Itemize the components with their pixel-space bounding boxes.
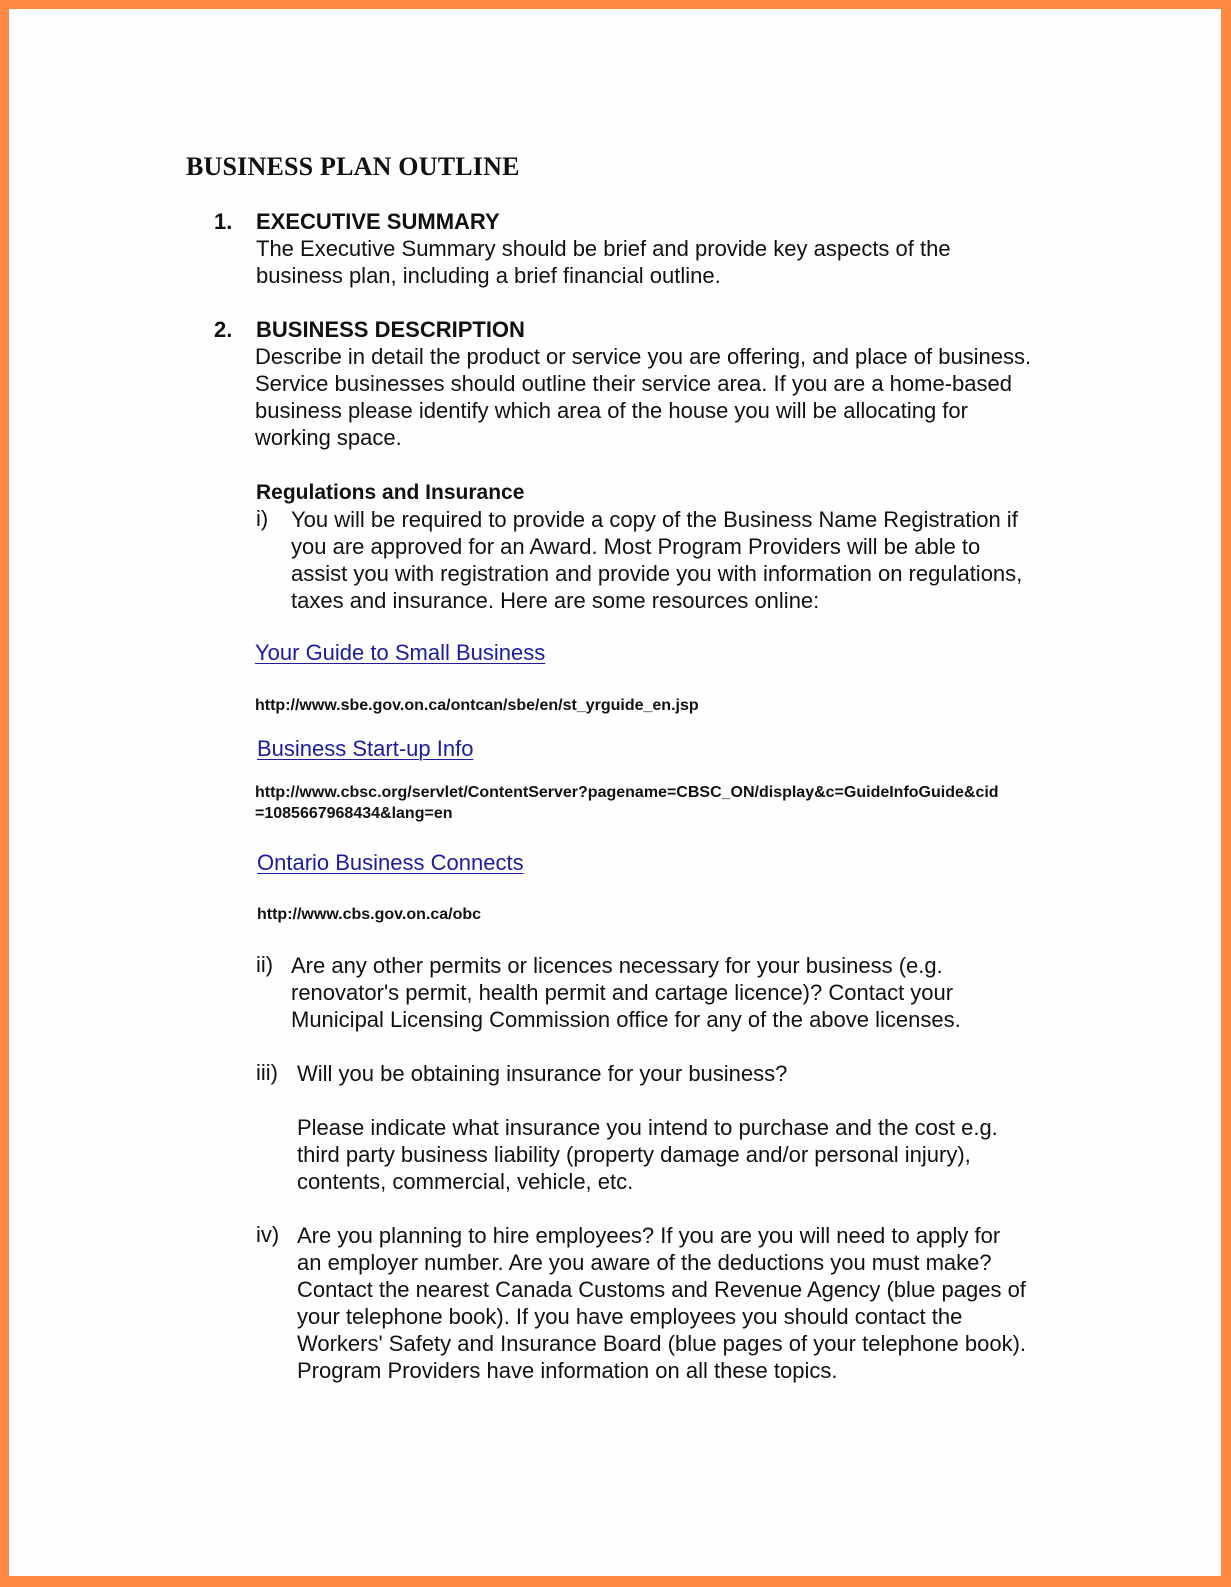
- document-title: BUSINESS PLAN OUTLINE: [186, 152, 520, 181]
- section-1-number: 1.: [214, 209, 233, 234]
- text-line: assist you with registration and provide you with information on regulations,: [291, 561, 1023, 586]
- text-line: Are any other permits or licences necessary for your business (e.g.: [291, 953, 943, 978]
- text-line: Describe in detail the product or service you are offering, and place of business.: [255, 344, 1032, 369]
- item-i-body: [291, 506, 1022, 614]
- text-line: business please identify which area of the house you will be allocating for: [255, 398, 968, 423]
- item-ii-marker: ii): [256, 952, 274, 977]
- document-page: [9, 9, 1221, 1576]
- url-text: http://www.cbs.gov.on.ca/obc: [257, 906, 482, 923]
- text-line: you are approved for an Award. Most Program Providers will be able to: [291, 534, 981, 559]
- link-business-start-up-info[interactable]: Business Start-up Info: [257, 736, 474, 761]
- regulations-heading: Regulations and Insurance: [256, 481, 525, 504]
- section-2-body: [255, 343, 1031, 451]
- url-text: [255, 782, 999, 824]
- url-line: http://www.cbsc.org/servlet/ContentServer?pagename=CBSC_ON/display&c=GuideInfoGuide&cid: [255, 784, 999, 801]
- text-line: an employer number. Are you aware of the deductions you must make?: [297, 1250, 992, 1275]
- item-iii-detail: [297, 1114, 998, 1195]
- text-line: The Executive Summary should be brief and provide key aspects of the: [256, 236, 951, 261]
- url-text: http://www.sbe.gov.on.ca/ontcan/sbe/en/st_yrguide_en.jsp: [255, 697, 699, 714]
- text-line: Are you planning to hire employees? If you are you will need to apply for: [297, 1223, 1001, 1248]
- text-line: taxes and insurance. Here are some resources online:: [291, 588, 820, 613]
- text-line: third party business liability (property damage and/or personal injury),: [297, 1142, 971, 1167]
- text-line: Contact the nearest Canada Customs and Revenue Agency (blue pages of: [297, 1277, 1026, 1302]
- item-iii-marker: iii): [256, 1060, 278, 1085]
- item-ii-body: [291, 952, 961, 1033]
- section-2-heading: BUSINESS DESCRIPTION: [256, 317, 525, 342]
- url-line: =1085667968434&lang=en: [255, 805, 453, 822]
- text-line: renovator's permit, health permit and cartage licence)? Contact your: [291, 980, 954, 1005]
- text-line: You will be required to provide a copy of the Business Name Registration if: [291, 507, 1018, 532]
- text-line: Please indicate what insurance you intend to purchase and the cost e.g.: [297, 1115, 998, 1140]
- text-line: your telephone book). If you have employees you should contact the: [297, 1304, 963, 1329]
- item-iv-marker: iv): [256, 1222, 280, 1247]
- section-1-heading: EXECUTIVE SUMMARY: [256, 209, 500, 234]
- text-line: Program Providers have information on all these topics.: [297, 1358, 838, 1383]
- text-line: Municipal Licensing Commission office for any of the above licenses.: [291, 1007, 961, 1032]
- section-2-number: 2.: [214, 317, 233, 342]
- text-line: contents, commercial, vehicle, etc.: [297, 1169, 634, 1194]
- item-iii-body: [297, 1060, 787, 1087]
- item-iv-body: [297, 1222, 1026, 1384]
- text-line: working space.: [255, 425, 402, 450]
- text-line: Will you be obtaining insurance for your business?: [297, 1061, 788, 1086]
- item-i-marker: i): [256, 506, 269, 531]
- text-line: Service businesses should outline their service area. If you are a home-based: [255, 371, 1012, 396]
- text-line: business plan, including a brief financial outline.: [256, 263, 721, 288]
- text-line: Workers' Safety and Insurance Board (blue pages of your telephone book).: [297, 1331, 1027, 1356]
- section-1-body: [256, 235, 951, 289]
- link-your-guide-to-small-business[interactable]: Your Guide to Small Business: [255, 640, 546, 665]
- link-ontario-business-connects[interactable]: Ontario Business Connects: [257, 850, 524, 875]
